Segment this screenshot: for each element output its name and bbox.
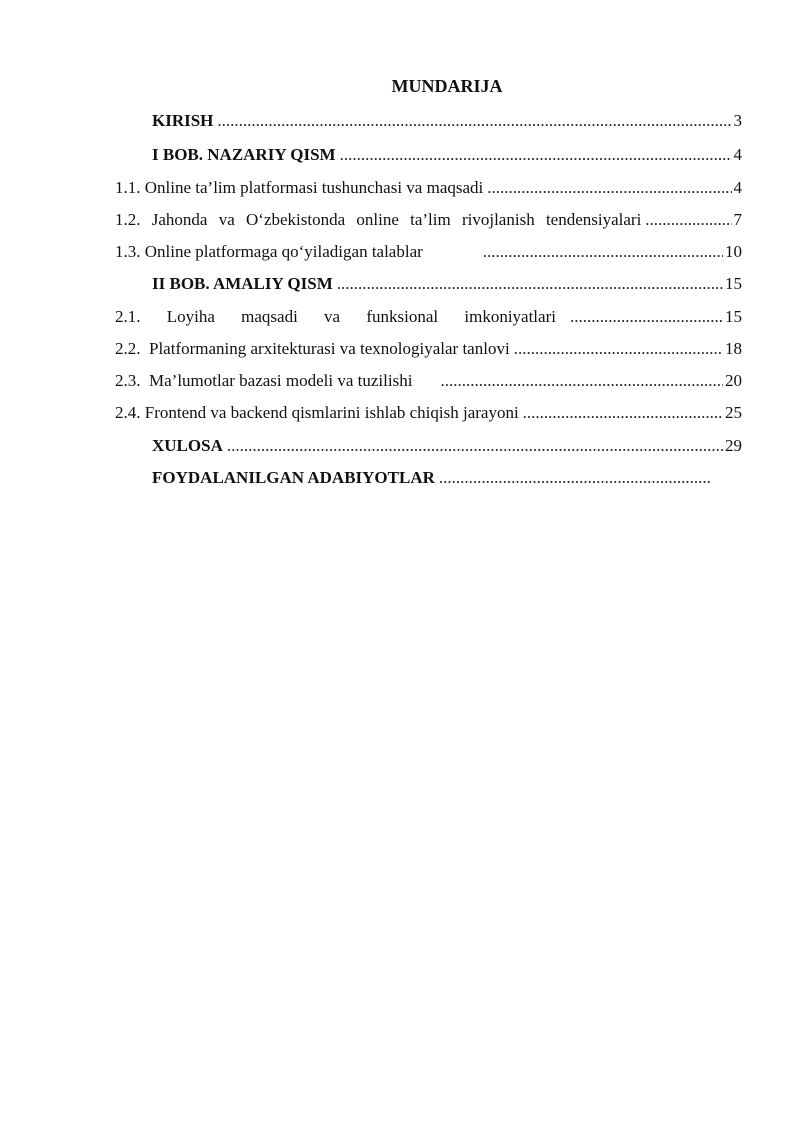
toc-leader-dots <box>440 370 723 392</box>
toc-entry-label: 1.3. Online platformaga qo‘yiladigan talablar <box>115 242 423 261</box>
toc-leader-dots <box>337 273 723 295</box>
toc-entry-kirish[interactable] <box>152 110 742 132</box>
toc-entry-label: XULOSA <box>152 436 223 455</box>
toc-entry-label: 2.1. Loyiha maqsadi va funksional imkoniyatlari <box>115 307 556 326</box>
toc-leader-dots <box>523 402 723 424</box>
toc-page-number: 15 <box>725 307 742 326</box>
toc-entry-1-1[interactable] <box>115 177 742 199</box>
toc-page-number: 10 <box>725 242 742 261</box>
toc-entry-xulosa[interactable] <box>152 435 742 457</box>
toc-entry-chapter-1[interactable] <box>152 144 742 166</box>
toc-entry-2-1[interactable] <box>115 306 742 328</box>
toc-leader-dots <box>340 144 732 166</box>
toc-leader-dots <box>645 209 731 231</box>
toc-leader-dots <box>483 241 723 263</box>
toc-leader-dots <box>487 177 731 199</box>
toc-page-number: 4 <box>733 145 742 164</box>
toc-entry-references[interactable] <box>152 467 712 489</box>
toc-entry-label: 2.2. Platformaning arxitekturasi va texnologiyalar tanlovi <box>115 339 510 358</box>
toc-entry-label: 1.2. Jahonda va O‘zbekistonda online ta’lim rivojlanish tendensiyalari <box>115 210 642 229</box>
toc-page-number: 15 <box>725 274 742 293</box>
toc-entry-1-3[interactable] <box>115 241 742 263</box>
toc-entry-2-3[interactable] <box>115 370 742 392</box>
toc-page-number: 7 <box>733 210 742 229</box>
toc-leader-dots <box>439 467 710 489</box>
toc-page-number: 29 <box>725 436 742 455</box>
page-title: MUNDARIJA <box>391 76 503 96</box>
toc-page-number: 25 <box>725 403 742 422</box>
toc-entry-1-2[interactable] <box>115 209 742 231</box>
toc-page-number: 4 <box>733 178 742 197</box>
toc-entry-label: II BOB. AMALIY QISM <box>152 274 333 293</box>
toc-leader-dots <box>227 435 723 457</box>
toc-leader-dots <box>570 306 723 328</box>
toc-page-number: 3 <box>733 111 742 130</box>
toc-entry-label: 1.1. Online ta’lim platformasi tushunchasi va maqsadi <box>115 178 484 197</box>
toc-entry-chapter-2[interactable] <box>152 273 742 295</box>
toc-entry-label: KIRISH <box>152 111 214 130</box>
toc-entry-label: 2.3. Ma’lumotlar bazasi modeli va tuzilishi <box>115 371 413 390</box>
toc-leader-dots <box>217 110 731 132</box>
toc-entry-2-2[interactable] <box>115 338 742 360</box>
toc-page-number: 20 <box>725 371 742 390</box>
toc-entry-label: FOYDALANILGAN ADABIYOTLAR <box>152 468 435 487</box>
toc-entry-2-4[interactable] <box>115 402 742 424</box>
toc-entry-label: 2.4. Frontend va backend qismlarini ishlab chiqish jarayoni <box>115 403 519 422</box>
toc-leader-dots <box>514 338 723 360</box>
toc-page-number: 18 <box>725 339 742 358</box>
toc-entry-label: I BOB. NAZARIY QISM <box>152 145 336 164</box>
